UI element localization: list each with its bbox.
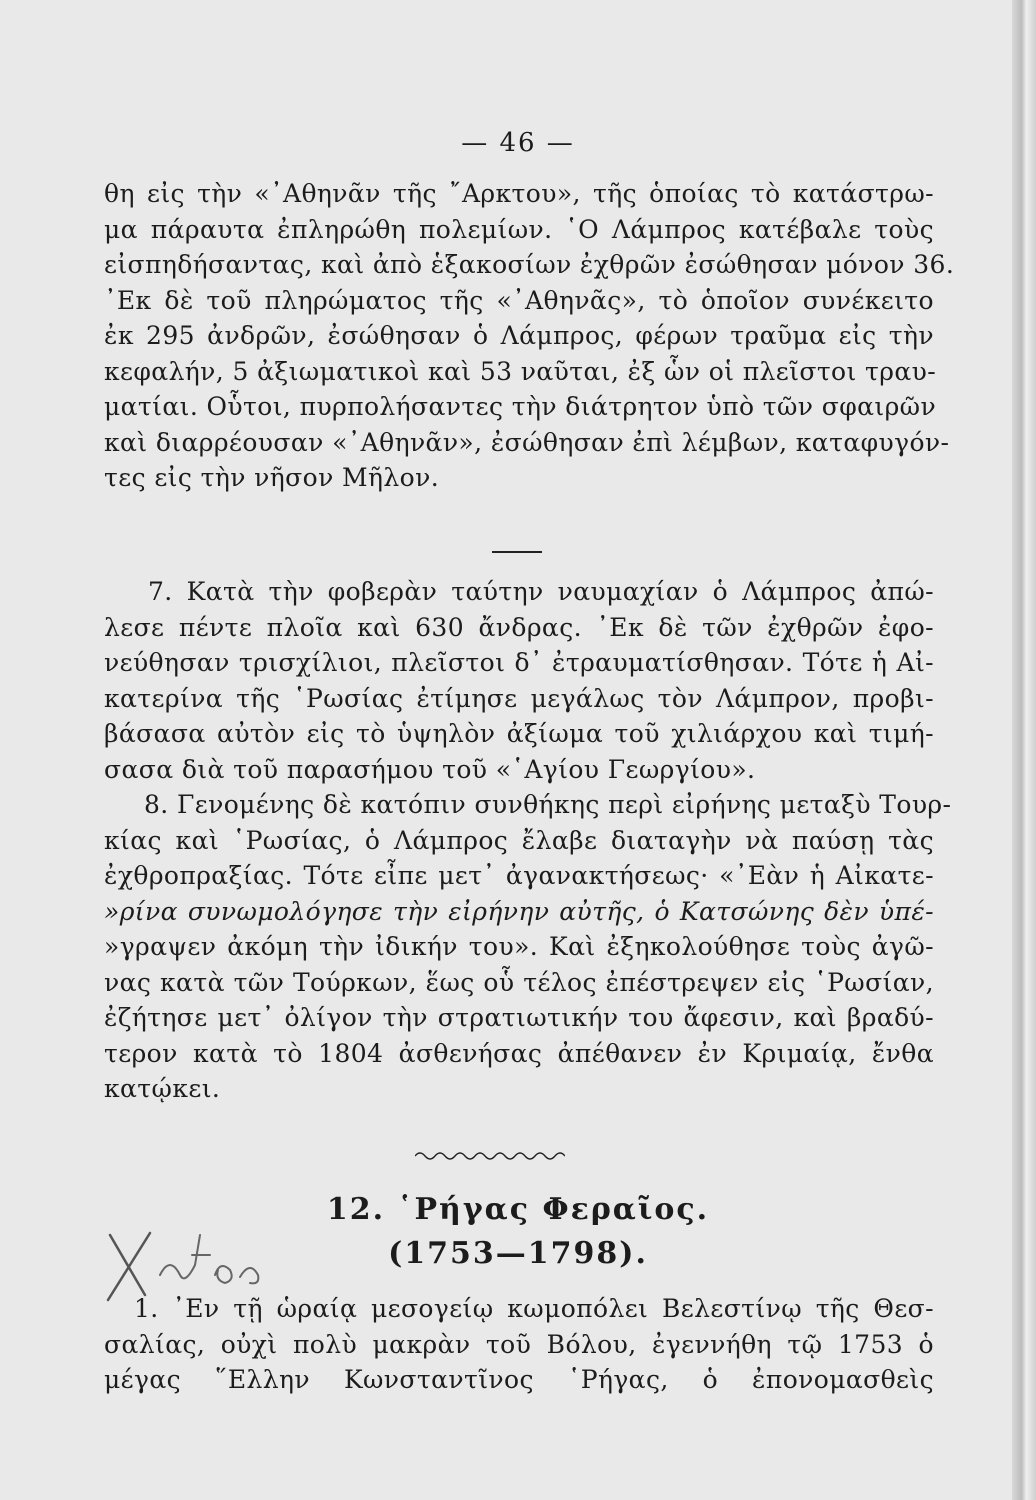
text-line: τερον κατὰ τὸ 1804 ἀσθενήσας ἀπέθανεν ἐν Κριμαίᾳ, ἔνθα: [104, 1038, 934, 1068]
paragraph-continued: [104, 176, 955, 496]
text-line: 8. Γενομένης δὲ κατόπιν συνθήκης περὶ εἰρήνης μεταξὺ Τουρ-: [144, 790, 952, 819]
text-line: βάσασα αὐτὸν εἰς τὸ ὑψηλὸν ἀξίωμα τοῦ χιλιάρχου καὶ τιμή-: [104, 719, 934, 748]
text-line: 7. Κατὰ τὴν φοβερὰν ταύτην ναυμαχίαν ὁ Λάμπρος ἀπώ-: [148, 577, 934, 606]
text-line: μα πάραυτα ἐπληρώθη πολεμίων. ῾Ο Λάμπρος κατέβαλε τοὺς: [104, 214, 934, 244]
text-line: ἐχθροπραξίας. Τότε εἶπε μετ᾿ ἀγανακτήσεως· «᾿Εὰν ἡ Αἰκατε-: [104, 861, 934, 890]
text-line: νας κατὰ τῶν Τούρκων, ἕως οὗ τέλος ἐπέστρεψεν εἰς ῾Ρωσίαν,: [104, 967, 934, 997]
text-line: λεσε πέντε πλοῖα καὶ 630 ἄνδρας. ᾿Εκ δὲ τῶν ἐχθρῶν ἐφο-: [104, 612, 934, 642]
text-line: τες εἰς τὴν νῆσον Μῆλον.: [104, 463, 440, 492]
paragraph-1: [104, 1291, 934, 1398]
text-line: κεφαλήν, 5 ἀξιωματικοὶ καὶ 53 ναῦται, ἐξ ὧν οἱ πλεῖστοι τραυ-: [104, 356, 937, 386]
text-line: ᾿Εκ δὲ τοῦ πληρώματος τῆς «᾿Αθηνᾶς», τὸ ὁποῖον συνέκειτο: [104, 285, 934, 315]
text-line: 1. ᾿Εν τῇ ὡραίᾳ μεσογείῳ κωμοπόλει Βελεστίνῳ τῆς Θεσ-: [134, 1294, 934, 1323]
text-line: »γραψεν ἀκόμη τὴν ἰδικήν του». Καὶ ἐξηκολούθησε τοὺς ἀγῶ-: [104, 932, 934, 961]
section-title: 12. ῾Ρήγας Φεραῖος.: [326, 1192, 710, 1227]
text-line: κατερίνα τῆς ῾Ρωσίας ἐτίμησε μεγάλως τὸν Λάμπρον, προβι-: [104, 683, 934, 713]
text-line: μέγας ῞Ελλην Κωνσταντῖνος ῾Ρήγας, ὁ ἐπονομασθεὶς: [104, 1365, 934, 1394]
text-line: ἐζήτησε μετ᾿ ὀλίγον τὴν στρατιωτικήν του ἄφεσιν, καὶ βραδύ-: [104, 1003, 934, 1032]
section-years: (1753—1798).: [388, 1236, 648, 1271]
text-line: »ρίνα συνωμολόγησε τὴν εἰρήνην αὐτῆς, ὁ Κατσώνης δὲν ὑπέ-: [104, 896, 934, 926]
text-line: κίας καὶ ῾Ρωσίας, ὁ Λάμπρος ἔλαβε διαταγὴν νὰ παύσῃ τὰς: [104, 825, 934, 855]
section-divider: [492, 551, 542, 553]
text-line: νεύθησαν τρισχίλιοι, πλεῖστοι δ᾿ ἐτραυματίσθησαν. Τότε ἡ Αἰ-: [104, 648, 934, 677]
text-line: καὶ διαρρέουσαν «᾿Αθηνᾶν», ἐσώθησαν ἐπὶ λέμβων, καταφυγόν-: [104, 427, 950, 457]
text-line: ματίαι. Οὗτοι, πυρπολήσαντες τὴν διάτρητον ὑπὸ τῶν σφαιρῶν: [104, 392, 937, 421]
text-line: εἰσπηδήσαντας, καὶ ἀπὸ ἑξακοσίων ἐχθρῶν ἐσώθησαν μόνον 36.: [104, 250, 955, 279]
paragraphs-7-8: [104, 574, 952, 1107]
page-edge-shadow: [1012, 0, 1036, 1500]
page-number: — 46 —: [461, 128, 575, 158]
text-line: θη εἰς τὴν «᾿Αθηνᾶν τῆς ῎Αρκτου», τῆς ὁποίας τὸ κατάστρω-: [104, 179, 934, 208]
wavy-divider: [415, 1150, 565, 1162]
text-line: ἐκ 295 ἀνδρῶν, ἐσώθησαν ὁ Λάμπρος, φέρων τραῦμα εἰς τὴν: [104, 321, 934, 350]
text-line: σαλίας, οὐχὶ πολὺ μακρὰν τοῦ Βόλου, ἐγεννήθη τῷ 1753 ὁ: [104, 1329, 934, 1359]
text-line: σασα διὰ τοῦ παρασήμου τοῦ «῾Αγίου Γεωργίου».: [104, 754, 756, 784]
text-line: κατῴκει.: [104, 1074, 221, 1103]
